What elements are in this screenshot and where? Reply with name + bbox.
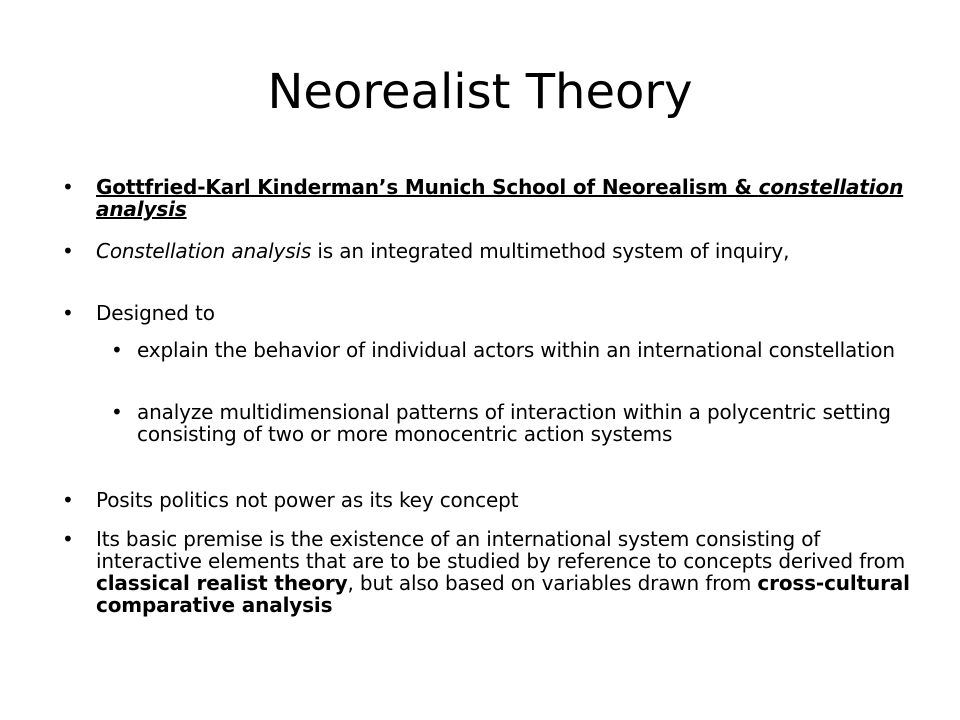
premise-bold-text: classical realist theory <box>96 571 348 595</box>
heading-text: Gottfried-Karl Kinderman’s Munich School of Neorealism & <box>96 175 759 199</box>
bullet-item-heading <box>96 176 916 220</box>
sub-bullet-item-explain: explain the behavior of individual actors within an international constellation <box>137 338 895 362</box>
definition-text: is an integrated multimethod system of inquiry, <box>311 239 790 263</box>
bullet-item-posits: Posits politics not power as its key concept <box>96 488 519 512</box>
sub-bullet-item-analyze: analyze multidimensional patterns of interaction within a polycentric setting consisting of two or more monocentric action systems <box>137 400 891 446</box>
bullet-icon: • <box>62 488 74 512</box>
slide-title: Neorealist Theory <box>267 64 693 120</box>
bullet-icon: • <box>62 301 74 325</box>
sub-bullet-icon: • <box>111 338 123 362</box>
heading-italic-text: constellation analysis <box>96 175 904 221</box>
bullet-icon: • <box>62 175 74 199</box>
sub-bullet-icon: • <box>111 400 123 424</box>
bullet-item-definition <box>96 240 916 262</box>
premise-bold-text-end: cross-cultural comparative analysis <box>96 571 910 617</box>
premise-text: Its basic premise is the existence of an international system consisting of interactive elements that are to be studied by reference to concepts derived from <box>96 527 906 573</box>
bullet-icon: • <box>62 527 74 551</box>
premise-text-continued: , but also based on variables drawn from <box>347 571 758 595</box>
bullet-item-premise <box>96 528 916 616</box>
bullet-icon: • <box>62 239 74 263</box>
definition-term: Constellation analysis <box>96 239 312 263</box>
bullet-item-designed: Designed to <box>96 301 215 325</box>
